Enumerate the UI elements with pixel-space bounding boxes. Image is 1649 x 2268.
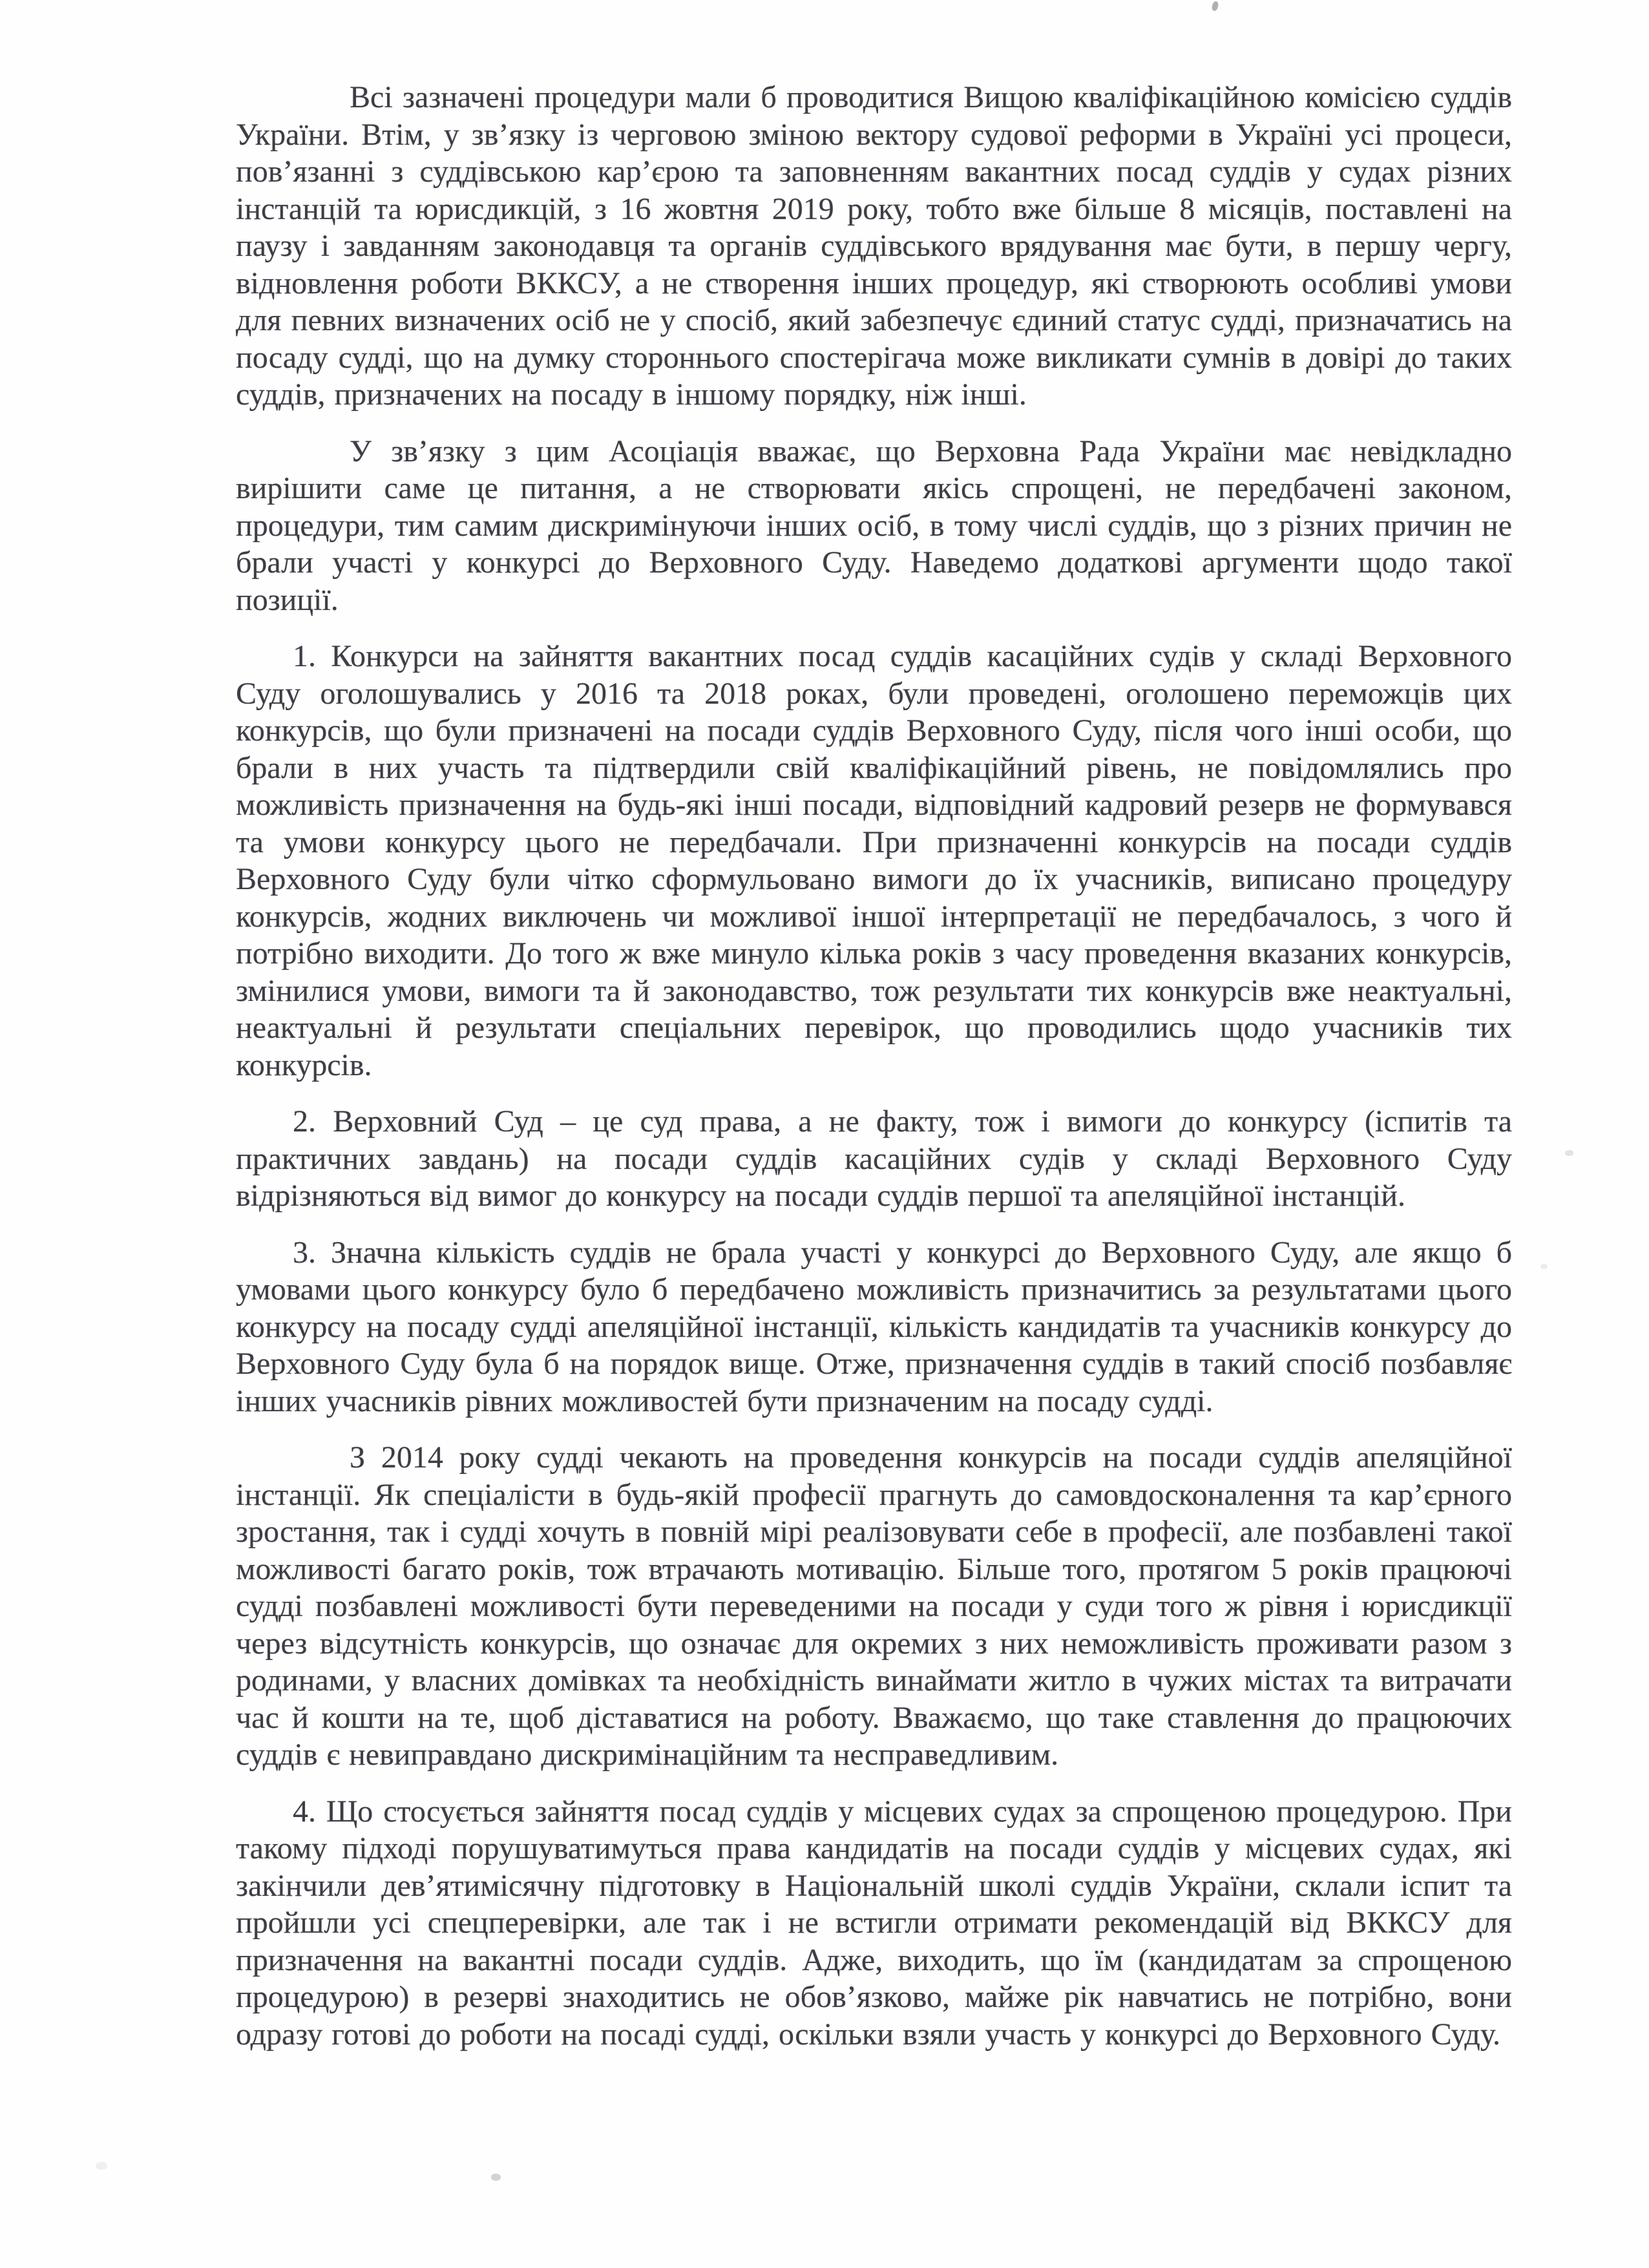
- paragraph-item-2: 2. Верховний Суд – це суд права, а не факту, тож і вимоги до конкурсу (іспитів та практичних завдань) на посади суддів касаційних судів у складі Верховного Суду відрізняються від вимог до конкурсу на посади суддів першої та апеляційної інстанцій.: [236, 1104, 1512, 1213]
- paragraph-association-position: У зв’язку з цим Асоціація вважає, що Верховна Рада України має невідкладно вирішити саме це питання, а не створювати якісь спрощені, не передбачені законом, процедури, тим самим дискримінуючи інших осіб, в тому числі суддів, що з різних причин не брали участі у конкурсі до Верховного Суду. Наведемо додаткові аргументи щодо такої позиції.: [236, 434, 1512, 617]
- paragraph-item-4: 4. Що стосується зайняття посад суддів у місцевих судах за спрощеною процедурою. При такому підході порушуватимуться права кандидатів на посади суддів у місцевих судах, які закінчили дев’ятимісячну підготовку в Національній школі суддів України, склали іспит та пройшли усі спецперевірки, але так і не встигли отримати рекомендацій від ВККСУ для призначення на вакантні посади суддів. Адже, виходить, що їм (кандидатам за спрощеною процедурою) в резерві знаходитись не обов’язково, майже рік навчатись не потрібно, вони одразу готові до роботи на посаді судді, оскільки взяли участь у конкурсі до Верховного Суду.: [236, 1794, 1512, 2052]
- paragraph-item-1: 1. Конкурси на зайняття вакантних посад суддів касаційних судів у складі Верховного Суду оголошувались у 2016 та 2018 роках, були проведені, оголошено переможців цих конкурсів, що були призначені на посади суддів Верховного Суду, після чого інші особи, що брали в них участь та підтвердили свій кваліфікаційний рівень, не повідомлялись про можливість призначення на будь-які інші посади, відповідний кадровий резерв не формувався та умови конкурсу цього не передбачали. При призначенні конкурсів на посади суддів Верховного Суду були чітко сформульовано вимоги до їх учасників, виписано процедуру конкурсів, жодних виключень чи можливої іншої інтерпретації не передбачалось, з чого й потрібно виходити. До того ж вже минуло кілька років з часу проведення вказаних конкурсів, змінилися умови, вимоги та й законодавство, тож результати тих конкурсів вже неактуальні, неактуальні й результати спеціальних перевірок, що проводились щодо учасників тих конкурсів.: [236, 639, 1512, 1082]
- paragraph-intro-vkksu: Всі зазначені процедури мали б проводитися Вищою кваліфікаційною комісією суддів України. Втім, у зв’язку із черговою зміною вектору судової реформи в Україні усі процеси, пов’язанні з суддівською кар’єрою та заповненням вакантних посад суддів у судах різних інстанцій та юрисдикцій, з 16 жовтня 2019 року, тобто вже більше 8 місяців, поставлені на паузу і завданням законодавця та органів суддівського врядування має бути, в першу чергу, відновлення роботи ВККСУ, а не створення інших процедур, які створюють особливі умови для певних визначених осіб не у спосіб, який забезпечує єдиний статус судді, призначатись на посаду судді, що на думку стороннього спостерігача може викликати сумнів в довірі до таких суддів, призначених на посаду в іншому порядку, ніж інші.: [236, 80, 1512, 412]
- scan-artifact-speck: [1211, 1, 1219, 12]
- scan-artifact-speck: [96, 2162, 107, 2170]
- scan-artifact-speck: [491, 2174, 501, 2181]
- paragraph-item-3: 3. Значна кількість суддів не брала участі у конкурсі до Верховного Суду, але якщо б умовами цього конкурсу було б передбачено можливість призначитись за результатами цього конкурсу на посаду судді апеляційної інстанції, кількість кандидатів та учасників конкурсу до Верховного Суду була б на порядок вище. Отже, призначення суддів в такий спосіб позбавляє інших учасників рівних можливостей бути призначеним на посаду судді.: [236, 1235, 1512, 1418]
- document-body: [236, 79, 1512, 2072]
- paragraph-since-2014: З 2014 року судді чекають на проведення конкурсів на посади суддів апеляційної інстанції. Як спеціалісти в будь-якій професії прагнуть до самовдосконалення та кар’єрного зростання, так і судді хочуть в повній мірі реалізовувати себе в професії, але позбавлені такої можливості багато років, тож втрачають мотивацію. Більше того, протягом 5 років працюючі судді позбавлені можливості бути переведеними на посади у суди того ж рівня і юрисдикції через відсутність конкурсів, що означає для окремих з них неможливість проживати разом з родинами, у власних домівках та необхідність винаймати житло в чужих містах та витрачати час й кошти на те, щоб діставатися на роботу. Вважаємо, що таке ставлення до працюючих суддів є невиправдано дискримінаційним та несправедливим.: [236, 1440, 1512, 1772]
- scan-artifact-speck: [1540, 1264, 1548, 1269]
- scan-artifact-speck: [1565, 1150, 1573, 1156]
